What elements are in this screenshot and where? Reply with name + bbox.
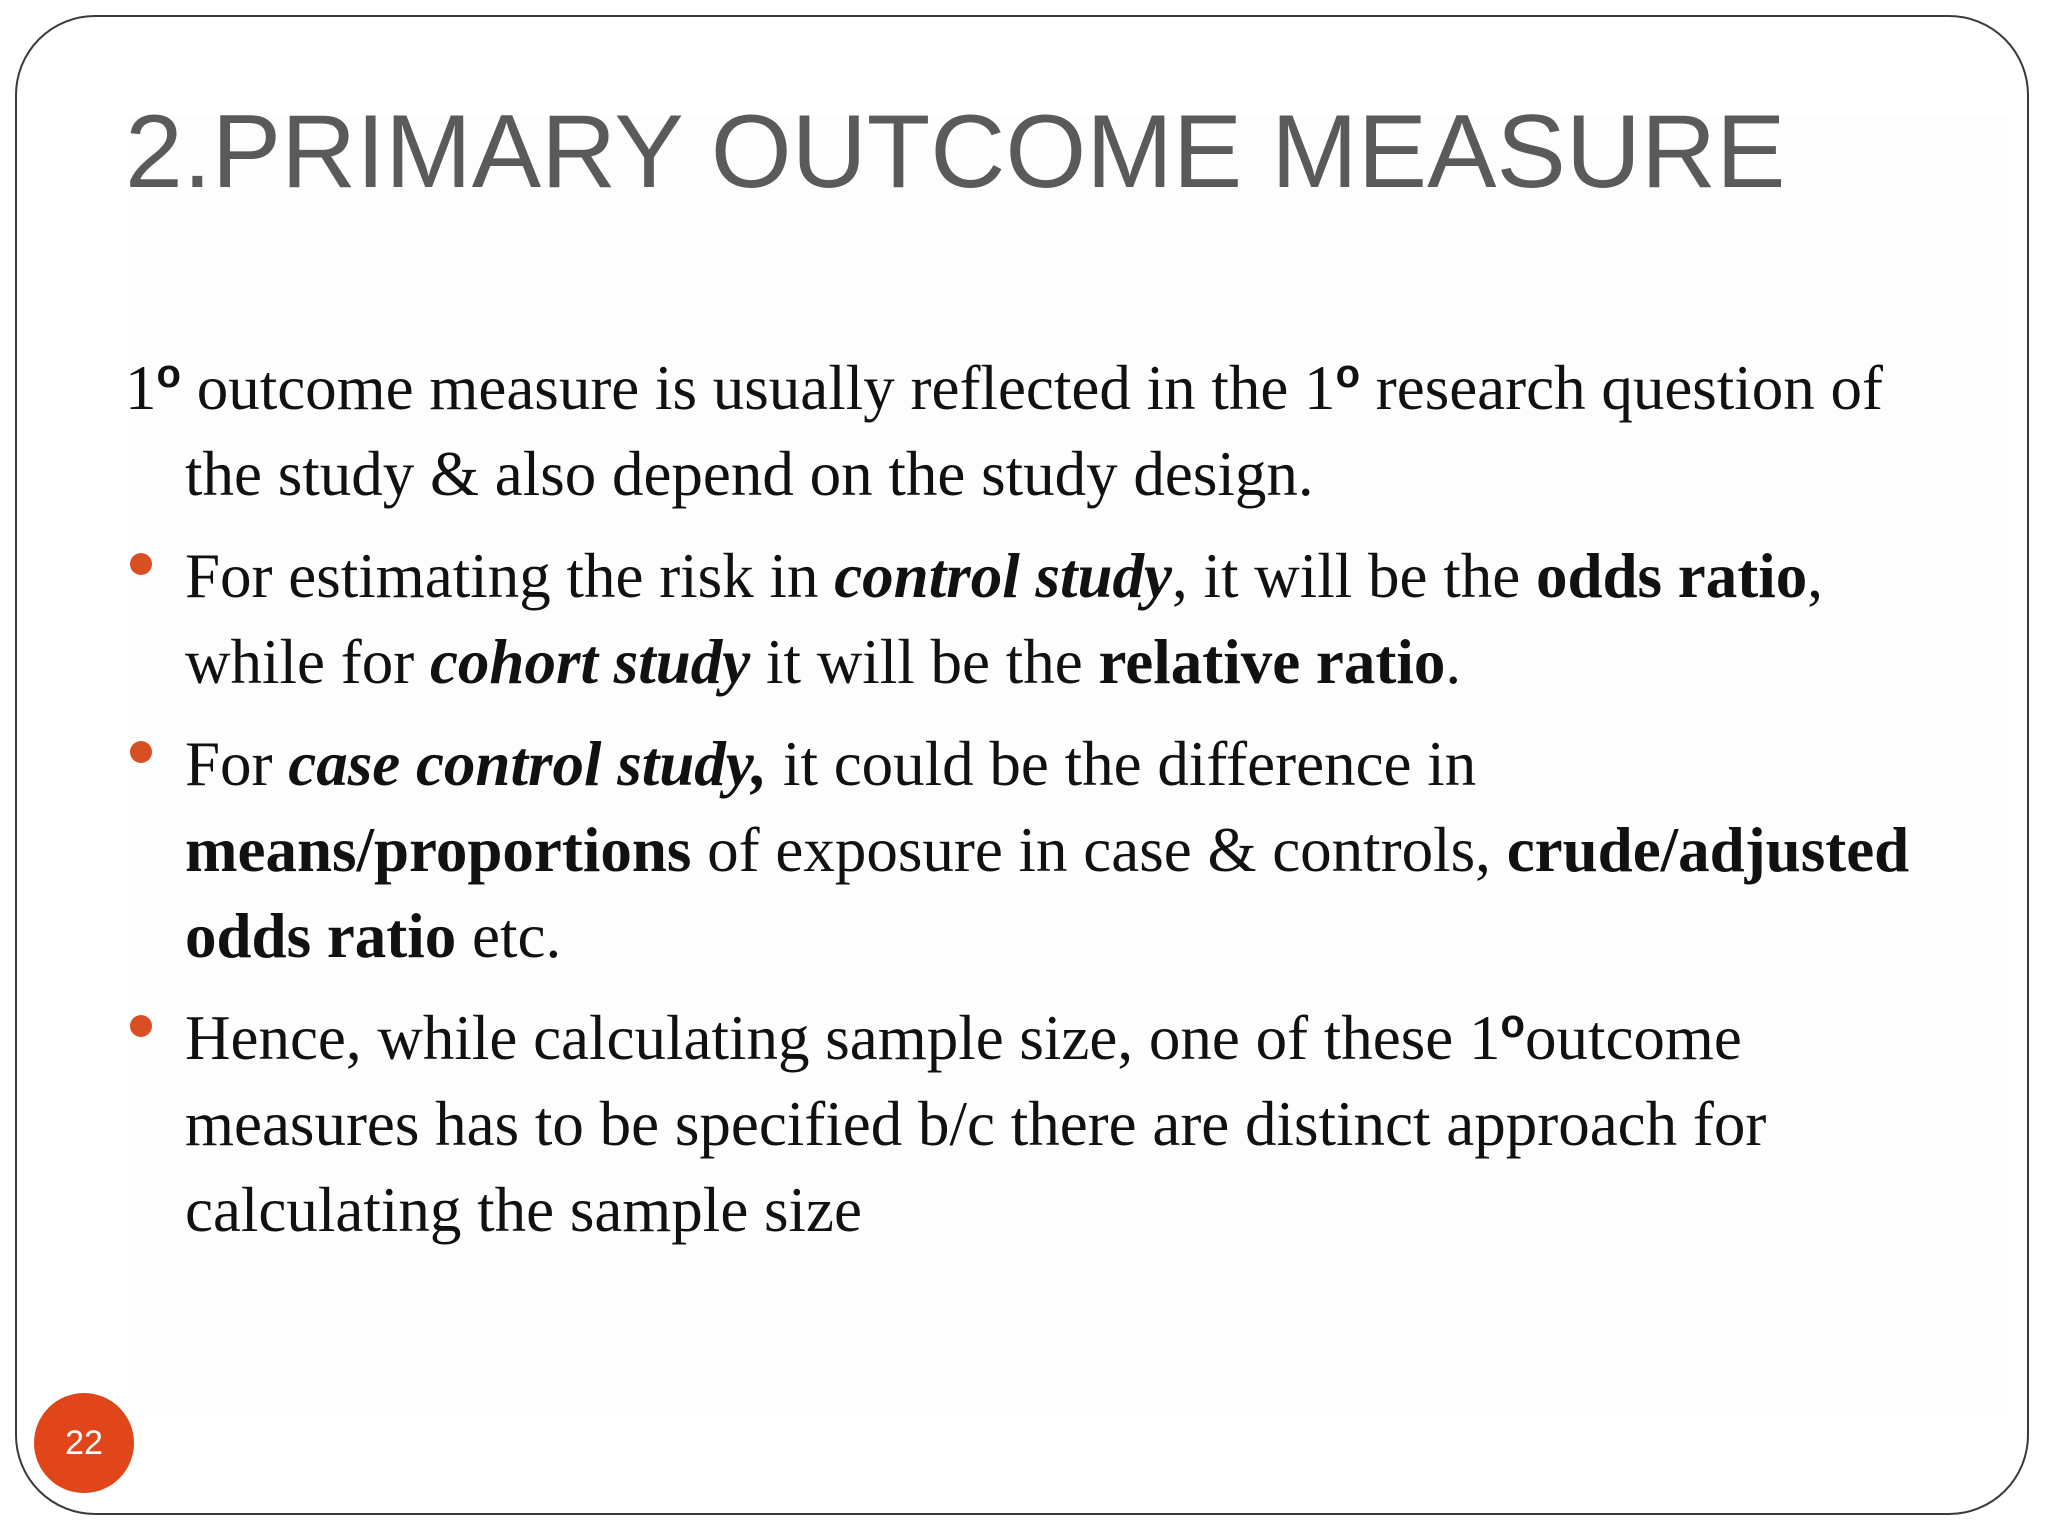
bullet-text: it will be the — [750, 627, 1099, 697]
bullet-text: Hence, while calculating sample size, one of these 1 — [185, 1003, 1501, 1073]
intro-text-3: research question of the study & also depend on the study design. — [185, 353, 1884, 509]
bullet-dot-icon — [130, 1015, 152, 1037]
bullet-text: . — [1445, 627, 1462, 697]
intro-text-1: 1 — [125, 353, 157, 423]
slide-title: 2.PRIMARY OUTCOME MEASURE — [125, 94, 1786, 210]
bullet-item-sample-size — [125, 995, 1925, 1253]
emphasis-case-control-study: case control study, — [288, 729, 768, 799]
superscript-degree: o — [156, 352, 181, 396]
bullet-text: of exposure in case & controls, — [691, 815, 1507, 885]
bullet-text: For estimating the risk in — [185, 541, 835, 611]
bullet-item-case-control — [125, 721, 1925, 979]
bullet-text: etc. — [456, 901, 562, 971]
bullet-text: , while for — [185, 541, 1823, 697]
emphasis-crude-adjusted-odds-ratio: crude/adjusted odds ratio — [185, 815, 1910, 971]
emphasis-control-study: control study — [834, 541, 1172, 611]
bullet-text: outcome measures has to be specified b/c there are distinct approach for calculating the sample size — [185, 1003, 1767, 1245]
bullet-text: it could be the difference in — [767, 729, 1477, 799]
superscript-degree: o — [1500, 1002, 1525, 1046]
bullet-dot-icon — [130, 741, 152, 763]
bullet-text: For — [185, 729, 289, 799]
emphasis-relative-ratio: relative ratio — [1098, 627, 1446, 697]
emphasis-cohort-study: cohort study — [429, 627, 751, 697]
slide-body — [125, 345, 1925, 1253]
page-number-badge: 22 — [34, 1393, 134, 1493]
emphasis-means-proportions: means/proportions — [185, 815, 692, 885]
bullet-text: , it will be the — [1172, 541, 1536, 611]
intro-text-2: outcome measure is usually reflected in the 1 — [180, 353, 1336, 423]
bullet-dot-icon — [130, 553, 152, 575]
emphasis-odds-ratio: odds ratio — [1535, 541, 1808, 611]
bullet-item-odds-ratio — [125, 533, 1925, 705]
superscript-degree: o — [1335, 352, 1360, 396]
intro-paragraph — [125, 345, 1925, 517]
